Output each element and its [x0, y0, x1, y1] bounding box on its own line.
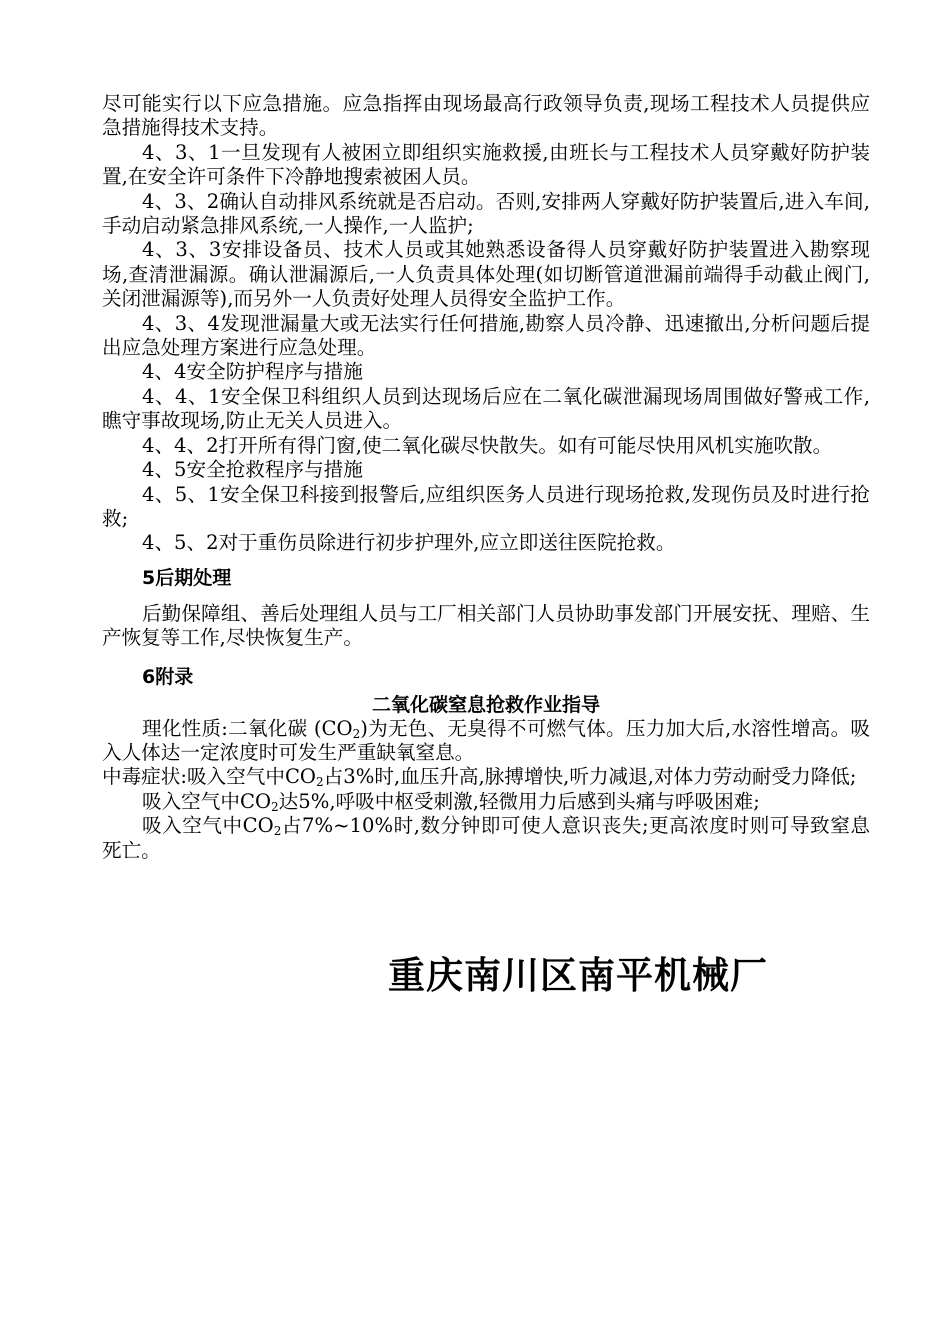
- document-body: [102, 92, 870, 863]
- paragraph: 4、5、1安全保卫科接到报警后,应组织医务人员进行现场抢救,发现伤员及时进行抢救;: [102, 482, 870, 530]
- appendix-subtitle: 二氧化碳窒息抢救作业指导: [371, 693, 600, 716]
- emergency-measures-section: [102, 92, 870, 556]
- paragraph-properties: 理化性质:二氧化碳 $(CO_2)$为无色、无臭得不可燃气体。压力加大后,水溶性增高。吸入人体达一定浓度时可发生严重缺氧窒息。: [102, 716, 871, 764]
- sub-heading: 4、4安全防护程序与措施: [142, 360, 363, 384]
- paragraph: 后勤保障组、善后处理组人员与工厂相关部门人员协助事发部门开展安抚、理赔、生产恢复等工作,尽快恢复生产。: [102, 601, 870, 650]
- paragraph: 4、4、1安全保卫科组织人员到达现场后应在二氧化碳泄漏现场周围做好警戒工作,瞧守事故现场,防止无关人员进入。: [102, 384, 870, 433]
- section-heading-aftermath: 5后期处理: [142, 566, 232, 589]
- paragraph: 4、3、3安排设备员、技术人员或其她熟悉设备得人员穿戴好防护装置进入勘察现场,查清泄漏源。确认泄漏源后,一人负责具体处理(如切断管道泄漏前端得手动截止阀门,关闭泄漏源等),而另外一人负责好处理人员得安全监护工作。: [102, 238, 870, 311]
- paragraph: 4、3、1一旦发现有人被困立即组织实施救援,由班长与工程技术人员穿戴好防护装置,在安全许可条件下冷静地搜索被困人员。: [102, 140, 870, 189]
- section-heading-appendix: 6附录: [142, 665, 194, 688]
- paragraph: 尽可能实行以下应急措施。应急指挥由现场最高行政领导负责,现场工程技术人员提供应急措施得技术支持。: [102, 92, 870, 140]
- paragraph: 4、3、2确认自动排风系统就是否启动。否则,安排两人穿戴好防护装置后,进入车间,手动启动紧急排风系统,一人操作,一人监护;: [102, 189, 870, 238]
- company-name: 重庆南川区南平机械厂: [388, 954, 768, 997]
- paragraph: 4、5、2对于重伤员除进行初步护理外,应立即送往医院抢救。: [142, 531, 676, 555]
- paragraph: 4、3、4发现泄漏量大或无法实行任何措施,勘察人员冷静、迅速撤出,分析问题后提出应急处理方案进行应急处理。: [102, 311, 870, 360]
- sub-heading: 4、5安全抢救程序与措施: [142, 458, 363, 482]
- paragraph: 4、4、2打开所有得门窗,使二氧化碳尽快散失。如有可能尽快用风机实施吹散。: [142, 433, 833, 457]
- paragraph-symptoms-5pct: 吸入空气中$CO_2$达5%,呼吸中枢受刺激,轻微用力后感到头痛与呼吸困难;: [142, 789, 760, 814]
- paragraph-symptoms-10pct: 吸入空气中$CO_2$占7%~10%时,数分钟即可使人意识丧失;更高浓度时则可导致窒息死亡。: [102, 814, 870, 862]
- paragraph-symptoms: 中毒症状:吸入空气中$CO_2$占3%时,血压升高,脉搏增快,听力减退,对体力劳动耐受力降低;: [102, 765, 857, 790]
